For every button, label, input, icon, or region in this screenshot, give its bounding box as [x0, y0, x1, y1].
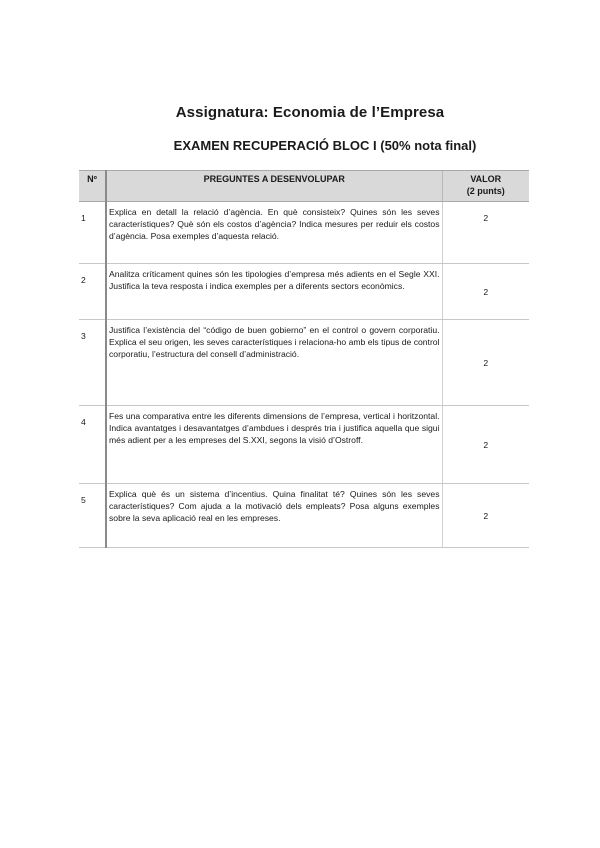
question-text: Justifica l’existència del “código de buen gobierno” en el control o govern corporatiu. Explica el seu origen, les seves característiques i relaciona-ho amb els tipus de control corporatiu, l’estructura del consell d’administració.: [106, 320, 442, 406]
header-value-points: (2 punts): [466, 186, 505, 196]
exam-title: EXAMEN RECUPERACIÓ BLOC I (50% nota final): [173, 138, 477, 153]
header-question: PREGUNTES A DESENVOLUPAR: [106, 171, 442, 202]
question-number: 1: [79, 202, 106, 264]
table-row: [79, 320, 529, 406]
table-row: [79, 264, 529, 320]
table-header-row: [79, 171, 529, 202]
question-value: 2: [442, 320, 529, 406]
question-number: 3: [79, 320, 106, 406]
questions-table: [79, 170, 529, 548]
question-value: 2: [442, 484, 529, 548]
question-value: 2: [442, 264, 529, 320]
table-row: [79, 484, 529, 548]
question-text: Explica què és un sistema d’incentius. Quina finalitat té? Quines són les seves característiques? Com ajuda a la motivació dels empleats? Posa alguns exemples sobre la seva aplicació real en les empreses.: [106, 484, 442, 548]
question-text: Analitza críticament quines són les tipologies d’empresa més adients en el Segle XXI. Justifica la teva resposta i indica exemples per a diferents sectors econòmics.: [106, 264, 442, 320]
header-value-label: VALOR: [470, 174, 502, 184]
table-row: [79, 406, 529, 484]
question-value: 2: [442, 202, 529, 264]
header-value: [442, 171, 529, 202]
question-number: 2: [79, 264, 106, 320]
question-number: 5: [79, 484, 106, 548]
subject-title: Assignatura: Economia de l’Empresa: [175, 104, 445, 121]
table-row: [79, 202, 529, 264]
question-text: Explica en detall la relació d’agència. En què consisteix? Quines són les seves característiques? Què són els costos d’agència? Indica mesures per reduir els costos d’agència. Posa exemples d’aquesta relació.: [106, 202, 442, 264]
question-number: 4: [79, 406, 106, 484]
header-number: Nº: [79, 171, 106, 202]
question-value: 2: [442, 406, 529, 484]
question-text: Fes una comparativa entre les diferents dimensions de l’empresa, vertical i horitzontal. Indica avantatges i desavantatges d’ambdues i després tria i justifica aquella que sigui més adient per a les empreses del S.XXI, segons la visió d’Ostroff.: [106, 406, 442, 484]
